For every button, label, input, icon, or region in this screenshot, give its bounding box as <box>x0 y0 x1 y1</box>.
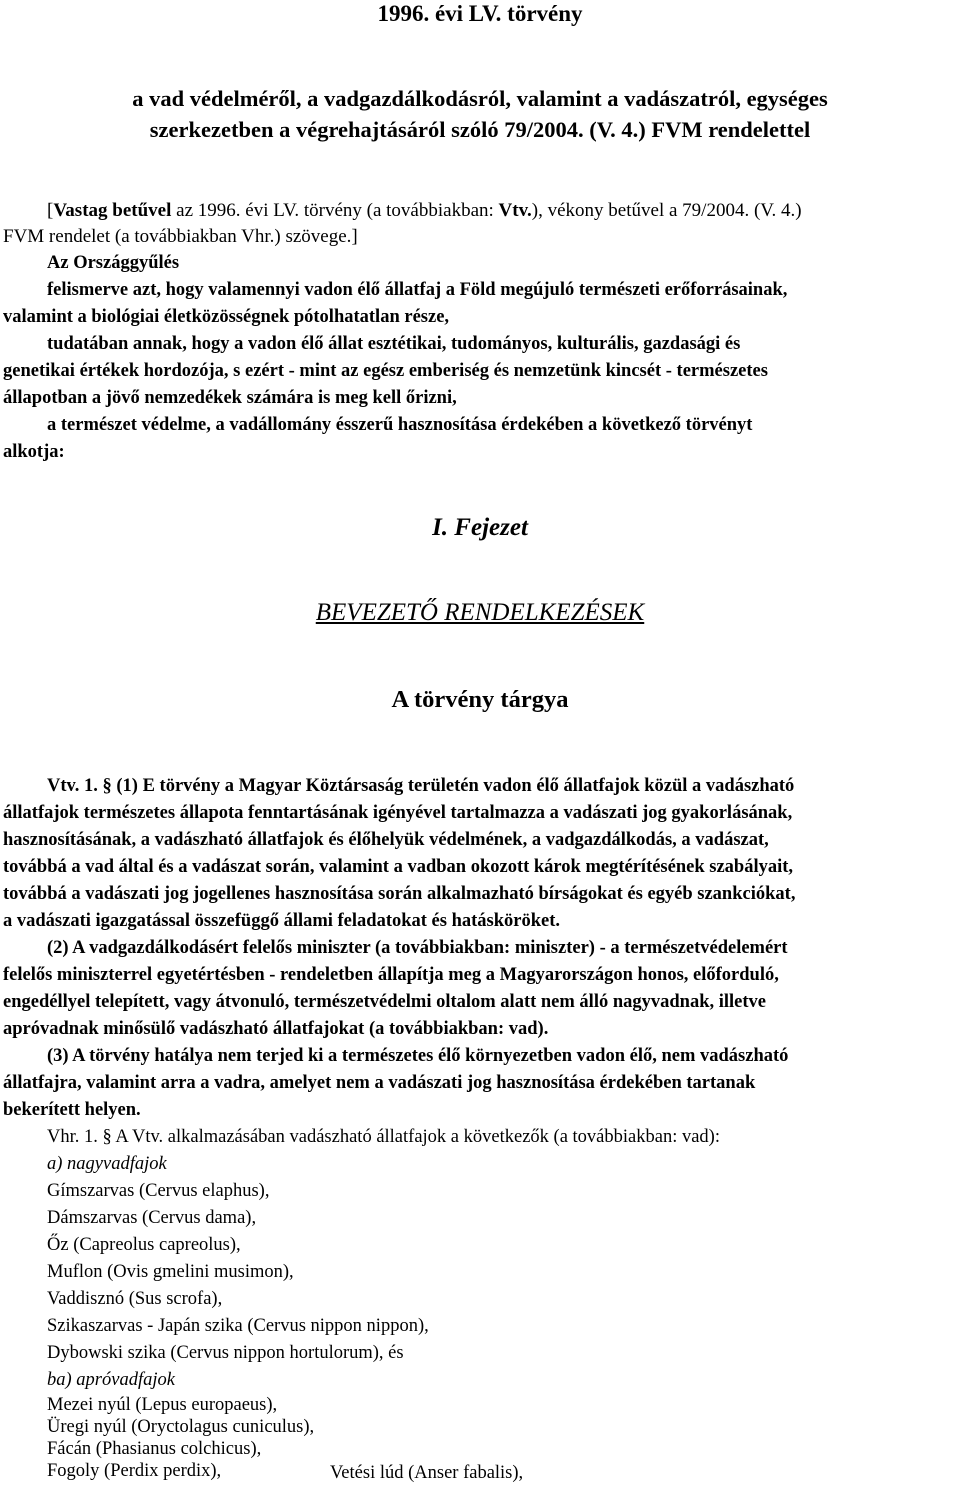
chapter-name-text: BEVEZETŐ RENDELKEZÉSEK <box>315 599 645 626</box>
editorial-note-line-1 <box>47 198 802 224</box>
editorial-note-line-2: FVM rendelet (a továbbiakban Vhr.) szövege.] <box>3 226 358 247</box>
chapter-heading: I. Fejezet <box>432 514 528 541</box>
paragraph-1-line: továbbá a vad által és a vadászat során, valamint a vadban okozott károk megtérítésének szabályait, <box>3 857 794 877</box>
list-item: Vaddisznó (Sus scrofa), <box>47 1289 223 1309</box>
paragraph-1-line: állatfajok természetes állapota fenntartásának igényével tartalmazza a vadászati jog gyakorlásának, <box>3 803 793 823</box>
preamble-line: tudatában annak, hogy a vadon élő állat esztétikai, tudományos, kulturális, gazdasági és <box>47 334 741 354</box>
preamble-line: genetikai értékek hordozója, s ezért - mint az egész emberiség és nemzetünk kincsét - természetes <box>3 361 768 381</box>
note-text-end: ), vékony betűvel a 79/2004. (V. 4.) <box>531 200 802 221</box>
note-vtv: Vtv. <box>498 200 532 221</box>
document-subtitle-line-1: a vad védelméről, a vadgazdálkodásról, valamint a vadászatról, egységes <box>132 86 828 111</box>
list-item: Fácán (Phasianus colchicus), <box>47 1439 262 1459</box>
list-item: Őz (Capreolus capreolus), <box>47 1235 241 1255</box>
paragraph-1-line: a vadászati igazgatással összefüggő állami feladatokat és hatásköröket. <box>3 911 561 931</box>
preamble-line: valamint a biológiai életközösségnek pótolhatatlan része, <box>3 307 450 327</box>
note-text: az 1996. évi LV. törvény (a továbbiakban: <box>171 200 499 221</box>
paragraph-3-line: bekerített helyen. <box>3 1100 141 1120</box>
document-title: 1996. évi LV. törvény <box>377 1 583 26</box>
preamble-line: állapotban a jövő nemzedékek számára is meg kell őrizni, <box>3 388 457 408</box>
note-bracket: [ <box>47 200 54 221</box>
paragraph-2-line: (2) A vadgazdálkodásért felelős miniszter (a továbbiakban: miniszter) - a természetvédelemért <box>47 938 788 958</box>
list-item: Gímszarvas (Cervus elaphus), <box>47 1181 270 1201</box>
paragraph-1-line: Vtv. 1. § (1) E törvény a Magyar Köztársaság területén vadon élő állatfajok közül a vadászható <box>47 776 795 796</box>
group-a-heading: a) nagyvadfajok <box>47 1154 167 1174</box>
paragraph-3-line: állatfajra, valamint arra a vadra, amelyet nem a vadászati jog hasznosítása érdekében tartanak <box>3 1073 756 1093</box>
paragraph-2-line: felelős miniszterrel egyetértésben - rendeletben állapítja meg a Magyarországon honos, előforduló, <box>3 965 779 985</box>
paragraph-1-line: továbbá a vadászati jog jogellenes hasznosítása során alkalmazható bírságokat és egyéb szankciókat, <box>3 884 796 904</box>
list-item: Szikaszarvas - Japán szika (Cervus nippon nippon), <box>47 1316 429 1336</box>
list-item: Mezei nyúl (Lepus europaeus), <box>47 1395 278 1415</box>
note-bold-text: Vastag betűvel <box>53 200 172 221</box>
list-item: Üregi nyúl (Oryctolagus cuniculus), <box>47 1417 315 1437</box>
paragraph-3-line: (3) A törvény hatálya nem terjed ki a természetes élő környezetben vadon élő, nem vadászható <box>47 1046 789 1066</box>
chapter-name <box>0 597 960 629</box>
list-item: Muflon (Ovis gmelini musimon), <box>47 1262 294 1282</box>
vhr-intro: Vhr. 1. § A Vtv. alkalmazásában vadászható állatfajok a következők (a továbbiakban: vad): <box>47 1127 720 1147</box>
preamble-line: felismerve azt, hogy valamennyi vadon élő állatfaj a Föld megújuló természeti erőforrásainak, <box>47 280 788 300</box>
list-item: Dámszarvas (Cervus dama), <box>47 1208 257 1228</box>
preamble-line: Az Országgyűlés <box>47 253 180 273</box>
list-item: Vetési lúd (Anser fabalis), <box>330 1463 524 1483</box>
group-b-heading: ba) apróvadfajok <box>47 1370 175 1390</box>
document-subtitle-line-2: szerkezetben a végrehajtásáról szóló 79/2004. (V. 4.) FVM rendelettel <box>149 117 811 142</box>
list-item: Fogoly (Perdix perdix), <box>47 1461 222 1481</box>
paragraph-2-line: engedéllyel telepített, vagy átvonuló, természetvédelmi oltalom alatt nem álló nagyvadnak, illetve <box>3 992 766 1012</box>
paragraph-1-line: hasznosításának, a vadászható állatfajok és élőhelyük védelmének, a vadgazdálkodás, a vadászat, <box>3 830 769 850</box>
preamble-line: a természet védelme, a vadállomány ésszerű hasznosítása érdekében a következő törvényt <box>47 415 753 435</box>
paragraph-2-line: apróvadnak minősülő vadászható állatfajokat (a továbbiakban: vad). <box>3 1019 549 1039</box>
list-item: Dybowski szika (Cervus nippon hortulorum), és <box>47 1343 404 1363</box>
preamble-line: alkotja: <box>3 442 65 462</box>
section-title: A törvény tárgya <box>391 686 569 713</box>
